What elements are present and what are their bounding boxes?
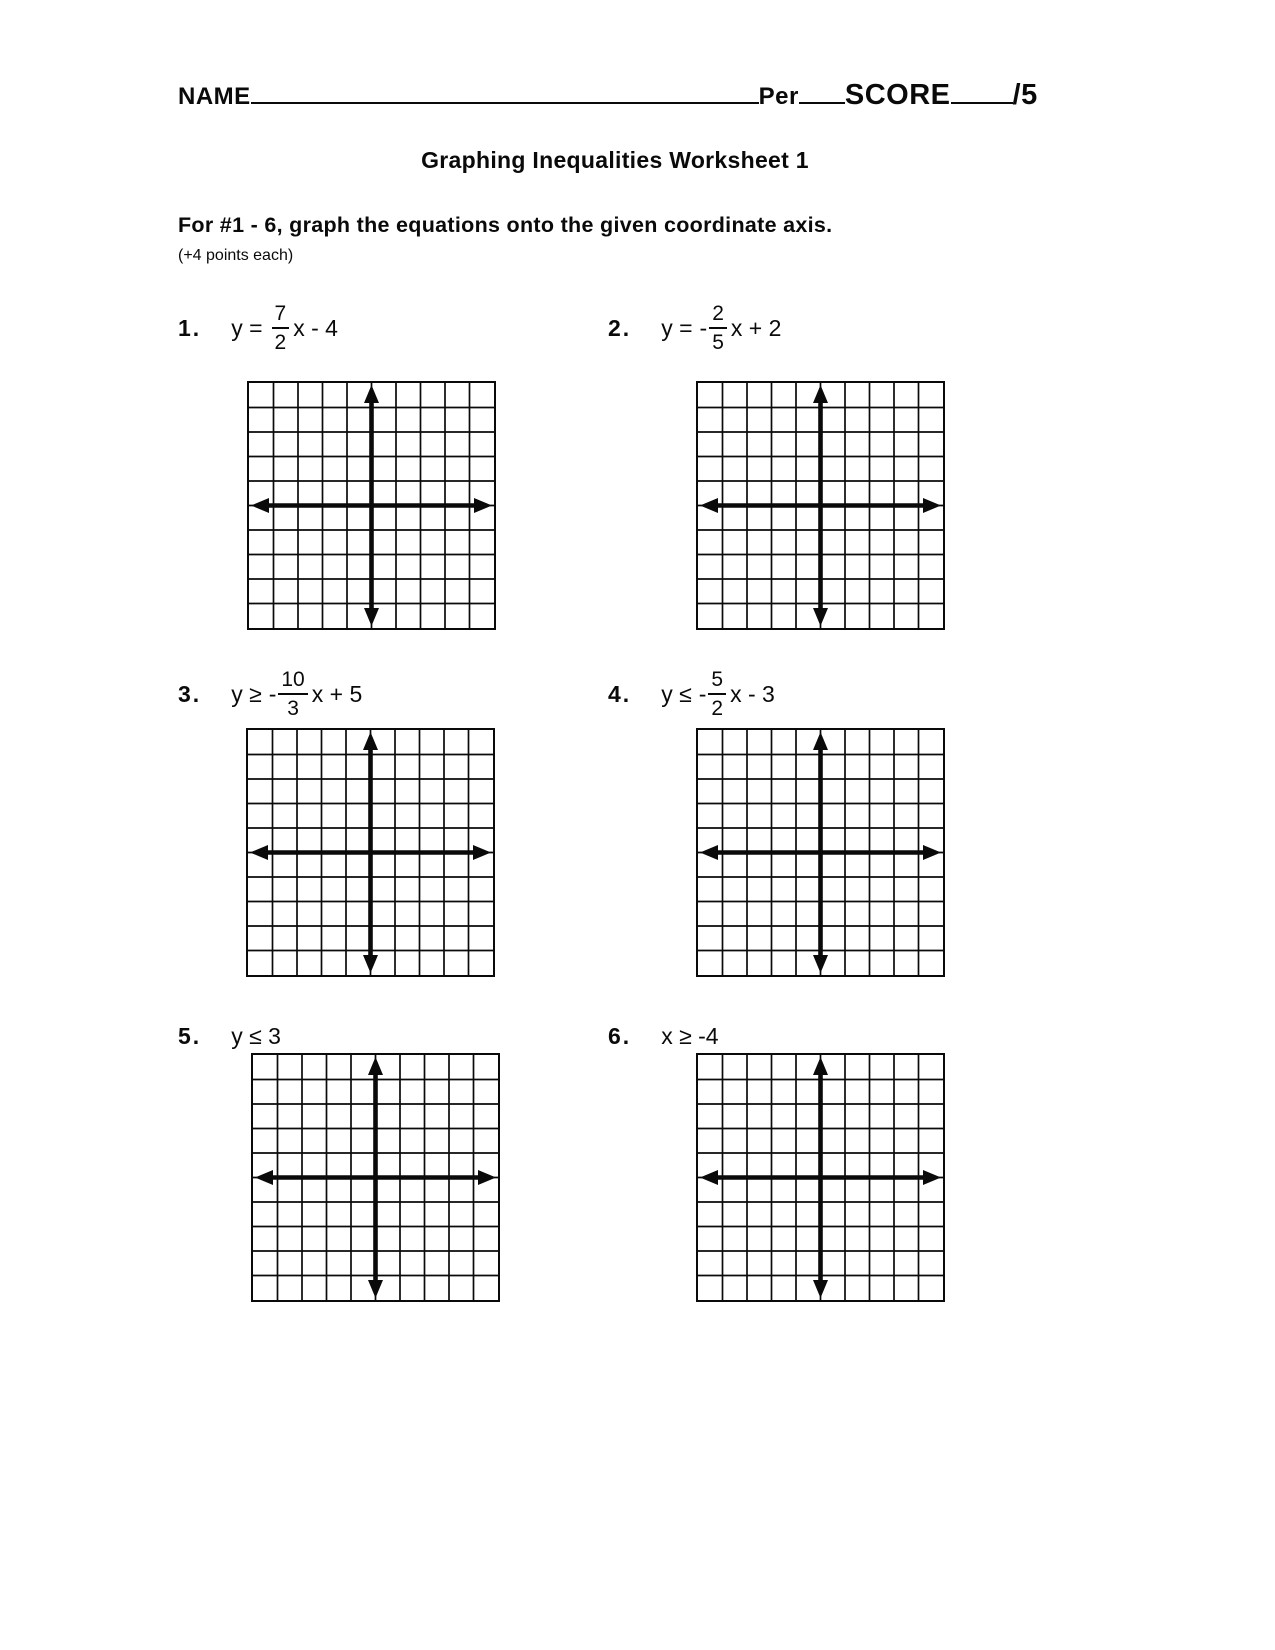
fraction — [272, 303, 290, 353]
instructions-text: For #1 - 6, graph the equations onto the given coordinate axis. — [178, 213, 833, 237]
equation-tail: x - 4 — [293, 314, 338, 341]
coordinate-grid-5 — [251, 1053, 500, 1302]
fraction-denominator: 2 — [274, 331, 287, 354]
fraction-sign: - — [698, 680, 707, 707]
problem-4-equation — [661, 669, 775, 719]
fraction-numerator: 5 — [708, 669, 726, 695]
coordinate-grid-6 — [696, 1053, 945, 1302]
equation-tail: x - 3 — [730, 680, 775, 707]
fraction-sign: - — [699, 314, 708, 341]
fraction — [709, 303, 727, 353]
fraction — [708, 669, 726, 719]
problem-1-equation — [231, 303, 338, 353]
equation-tail: x + 5 — [311, 680, 363, 707]
points-note: (+4 points each) — [178, 247, 294, 264]
fraction-numerator: 7 — [272, 303, 290, 329]
period-label: Per — [758, 83, 799, 110]
equation-tail: x + 2 — [730, 314, 782, 341]
fraction-numerator: 2 — [709, 303, 727, 329]
problem-1-number: 1. — [178, 314, 202, 341]
fraction-sign: - — [268, 680, 277, 707]
coordinate-grid-2 — [696, 381, 945, 630]
problem-2-number: 2. — [608, 314, 632, 341]
problem-5 — [178, 1018, 281, 1054]
equation-lhs: y ≥ — [231, 680, 262, 707]
problem-6-number: 6. — [608, 1022, 632, 1049]
equation-text: x ≥ -4 — [661, 1022, 719, 1049]
name-label: NAME — [178, 83, 251, 110]
fraction-denominator: 2 — [711, 697, 724, 720]
problem-3-equation — [231, 669, 362, 719]
score-blank-line — [951, 76, 1013, 104]
problem-4-number: 4. — [608, 680, 632, 707]
problem-3-number: 3. — [178, 680, 202, 707]
problem-6-equation — [661, 1023, 718, 1050]
fraction-denominator: 3 — [287, 697, 299, 720]
problem-2 — [608, 295, 781, 361]
fraction-numerator: 10 — [278, 669, 307, 695]
problem-1 — [178, 295, 338, 361]
worksheet-title: Graphing Inequalities Worksheet 1 — [421, 147, 809, 173]
equation-text: y ≤ 3 — [231, 1022, 281, 1049]
period-blank-line — [799, 76, 845, 104]
header-row — [178, 76, 1038, 112]
name-blank-line — [251, 76, 759, 104]
coordinate-grid-3 — [246, 728, 495, 977]
problem-3 — [178, 661, 362, 727]
equation-lhs: y = — [661, 314, 693, 341]
score-label: SCORE — [844, 79, 951, 111]
equation-lhs: y = — [231, 314, 263, 341]
problem-2-equation — [661, 303, 781, 353]
score-total: /5 — [1012, 79, 1038, 111]
problem-5-number: 5. — [178, 1022, 202, 1049]
problem-6 — [608, 1018, 719, 1054]
problem-5-equation — [231, 1023, 281, 1050]
coordinate-grid-4 — [696, 728, 945, 977]
fraction-denominator: 5 — [712, 331, 724, 354]
problem-4 — [608, 661, 775, 727]
coordinate-grid-1 — [247, 381, 496, 630]
fraction — [278, 669, 307, 719]
equation-lhs: y ≤ — [661, 680, 692, 707]
